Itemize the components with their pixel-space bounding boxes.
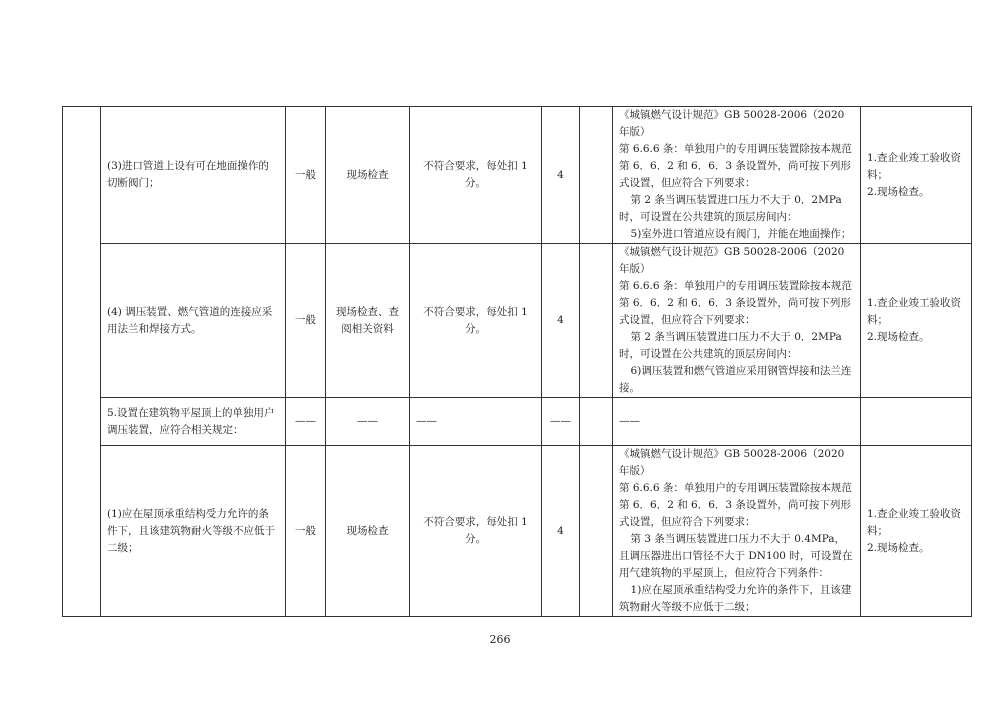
blank-cell — [580, 446, 613, 617]
inspection-table — [62, 106, 972, 617]
level-cell: 一般 — [286, 107, 326, 244]
evidence-line: 1.查企业竣工验收资料； — [867, 151, 962, 181]
basis-cell — [613, 244, 861, 398]
evidence-cell — [861, 446, 972, 617]
evidence-cell — [861, 107, 972, 244]
level-cell: —— — [286, 398, 326, 446]
method-cell: 现场检查 — [326, 107, 410, 244]
evidence-line: 2.现场检查。 — [867, 185, 930, 198]
basis-requirement: 1)应在屋顶承重结构受力允许的条件下，且该建筑物耐火等级不应低于二级； — [619, 584, 852, 613]
evidence-cell — [861, 244, 972, 398]
scoring-cell: 不符合要求，每处扣 1 分。 — [410, 107, 542, 244]
evidence-line: 2.现场检查。 — [867, 541, 930, 554]
basis-source: 《城镇燃气设计规范》GB 50028-2006（2020 年版） — [619, 246, 845, 275]
basis-clause: 第 6.6.6 条：单独用户的专用调压装置除按本规范第 6．6．2 和 6．6．3 条设置外，尚可按下列形式设置，但应符合下列要求： — [619, 143, 852, 189]
method-cell: 现场检查、查阅相关资料 — [326, 244, 410, 398]
basis-cell — [613, 446, 861, 617]
table-row — [63, 446, 972, 617]
item-cell: 5.设置在建筑物平屋顶上的单独用户调压装置，应符合相关规定： — [101, 398, 286, 446]
basis-cell — [613, 107, 861, 244]
score-cell: 4 — [542, 244, 580, 398]
evidence-line: 2.现场检查。 — [867, 331, 930, 343]
basis-requirement: 6)调压装置和燃气管道应采用钢管焊接和法兰连接。 — [619, 365, 852, 394]
scoring-cell: 不符合要求，每处扣 1 分。 — [410, 446, 542, 617]
score-cell: —— — [542, 398, 580, 446]
basis-source: 《城镇燃气设计规范》GB 50028-2006（2020 年版） — [619, 109, 845, 138]
evidence-line: 1.查企业竣工验收资料； — [867, 297, 962, 326]
item-cell: (1)应在屋顶承重结构受力允许的条件下，且该建筑物耐火等级不应低于二级； — [101, 446, 286, 617]
basis-requirement: 5)室外进口管道应设有阀门，并能在地面操作； — [630, 228, 852, 240]
method-cell: 现场检查 — [326, 446, 410, 617]
basis-clause: 第 6.6.6 条：单独用户的专用调压装置除按本规范第 6．6．2 和 6．6．3 条设置外，尚可按下列形式设置，但应符合下列要求： — [619, 280, 852, 326]
evidence-line: 1.查企业竣工验收资料； — [867, 507, 962, 537]
scoring-cell: 不符合要求，每处扣 1 分。 — [410, 244, 542, 398]
basis-subclause: 第 2 条当调压装置进口压力不大于 0．2MPa 时，可设置在公共建筑的顶层房间内： — [619, 331, 842, 360]
table-row — [63, 107, 972, 244]
item-cell: (4) 调压装置、燃气管道的连接应采用法兰和焊接方式。 — [101, 244, 286, 398]
method-cell: —— — [326, 398, 410, 446]
basis-clause: 第 6.6.6 条：单独用户的专用调压装置除按本规范第 6．6．2 和 6．6．3 条设置外，尚可按下列形式设置，但应符合下列要求： — [619, 482, 852, 528]
evidence-cell — [861, 398, 972, 446]
score-cell: 4 — [542, 107, 580, 244]
basis-cell: —— — [613, 398, 861, 446]
level-cell: 一般 — [286, 244, 326, 398]
score-cell: 4 — [542, 446, 580, 617]
blank-cell — [580, 107, 613, 244]
blank-cell — [580, 244, 613, 398]
category-cell — [63, 107, 101, 617]
table-row — [63, 398, 972, 446]
table-row — [63, 244, 972, 398]
basis-subclause: 第 3 条当调压装置进口压力不大于 0.4MPa，且调压器进出口管径不大于 DN100 时，可设置在用气建筑物的平屋顶上，但应符合下列条件： — [619, 533, 853, 579]
blank-cell — [580, 398, 613, 446]
basis-source: 《城镇燃气设计规范》GB 50028-2006（2020 年版） — [619, 448, 845, 477]
item-cell: (3)进口管道上设有可在地面操作的切断阀门； — [101, 107, 286, 244]
scoring-cell: —— — [410, 398, 542, 446]
level-cell: 一般 — [286, 446, 326, 617]
page-number: 266 — [489, 633, 511, 646]
basis-subclause: 第 2 条当调压装置进口压力不大于 0．2MPa 时，可设置在公共建筑的顶层房间内： — [619, 194, 842, 223]
